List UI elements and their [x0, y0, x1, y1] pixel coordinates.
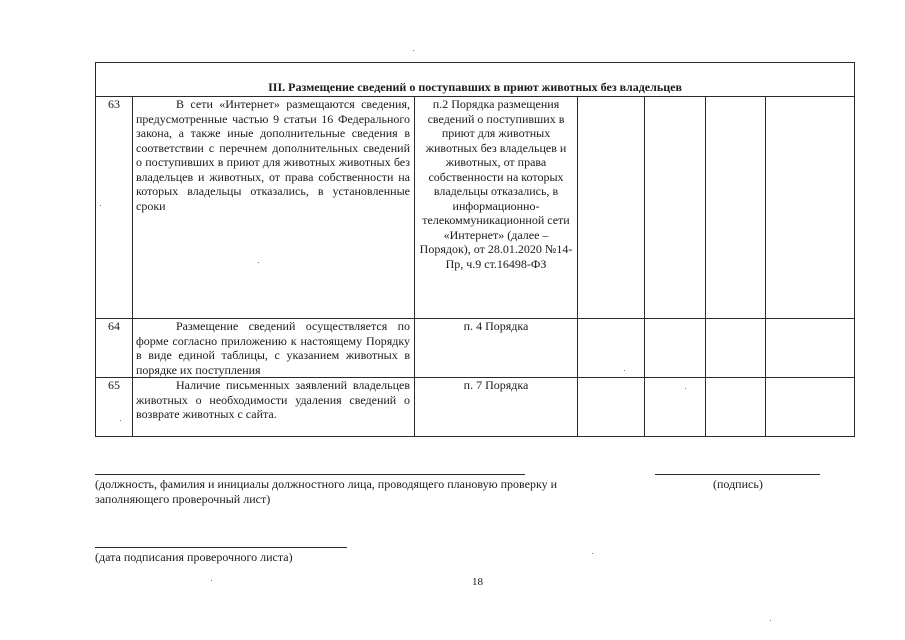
date-signature-line: [95, 547, 347, 548]
answer-cell-no: [645, 319, 706, 378]
scan-speck: [100, 205, 101, 206]
requirement-text: Наличие письменных заявлений владельцев животных о необходимости удаления сведений о возврате животных с сайта.: [136, 378, 410, 421]
scan-speck: [770, 620, 771, 621]
section-header-row: [96, 63, 855, 97]
checklist-table: [95, 62, 855, 437]
requirement-text: Размещение сведений осуществляется по форме согласно приложению к настоящему Порядку в виде единой таблицы, с указанием животных в порядке их поступления: [136, 319, 410, 377]
reference-cell: п. 7 Порядка: [415, 378, 578, 437]
scan-speck: [592, 553, 593, 554]
table-row: [96, 378, 855, 437]
answer-cell-no: [645, 378, 706, 437]
row-number: 65: [96, 378, 133, 437]
official-signature-line: [95, 474, 525, 475]
answer-cell-note: [766, 97, 855, 319]
scan-speck: [413, 50, 414, 51]
answer-cell-yes: [578, 97, 645, 319]
answer-cell-na: [706, 319, 766, 378]
answer-cell-yes: [578, 319, 645, 378]
scan-speck: [211, 580, 212, 581]
table-row: [96, 97, 855, 319]
scan-speck: [624, 370, 625, 371]
scan-speck: [685, 388, 686, 389]
signature-line: [655, 474, 820, 475]
requirement-text: В сети «Интернет» размещаются сведения, предусмотренные частью 9 статьи 16 Федерального закона, а также иные дополнительные сведения в соответствии с перечнем дополнительных сведений о поступивших в приют для животных животных без владельцев и животных, от права собственности на которых владельцы отказались, в установленные сроки: [136, 97, 410, 213]
signature-caption: (подпись): [713, 477, 763, 491]
section-title: III. Размещение сведений о поступавших в приют животных без владельцев: [96, 63, 855, 97]
date-caption: (дата подписания проверочного листа): [95, 550, 293, 564]
row-number: 63: [96, 97, 133, 319]
table-row: [96, 319, 855, 378]
answer-cell-na: [706, 378, 766, 437]
checklist-table-wrapper: [95, 62, 854, 437]
reference-cell: п.2 Порядка размещения сведений о поступивших в приют для животных животных без владельцев и животных, от права собственности на которых владельцы отказались, в информационно-телекоммуникационной сети «Интернет» (далее – Порядок), от 28.01.2020 №14-Пр, ч.9 ст.16498-ФЗ: [415, 97, 578, 319]
reference-cell: п. 4 Порядка: [415, 319, 578, 378]
scan-speck: [120, 420, 121, 421]
answer-cell-na: [706, 97, 766, 319]
requirement-cell: [133, 378, 415, 437]
answer-cell-no: [645, 97, 706, 319]
requirement-cell: [133, 97, 415, 319]
official-caption: (должность, фамилия и инициалы должностного лица, проводящего плановую проверку и заполняющего проверочный лист): [95, 477, 558, 506]
answer-cell-note: [766, 319, 855, 378]
answer-cell-note: [766, 378, 855, 437]
scan-speck: [258, 262, 259, 263]
row-number: 64: [96, 319, 133, 378]
requirement-cell: [133, 319, 415, 378]
page-number: 18: [472, 576, 483, 588]
answer-cell-yes: [578, 378, 645, 437]
